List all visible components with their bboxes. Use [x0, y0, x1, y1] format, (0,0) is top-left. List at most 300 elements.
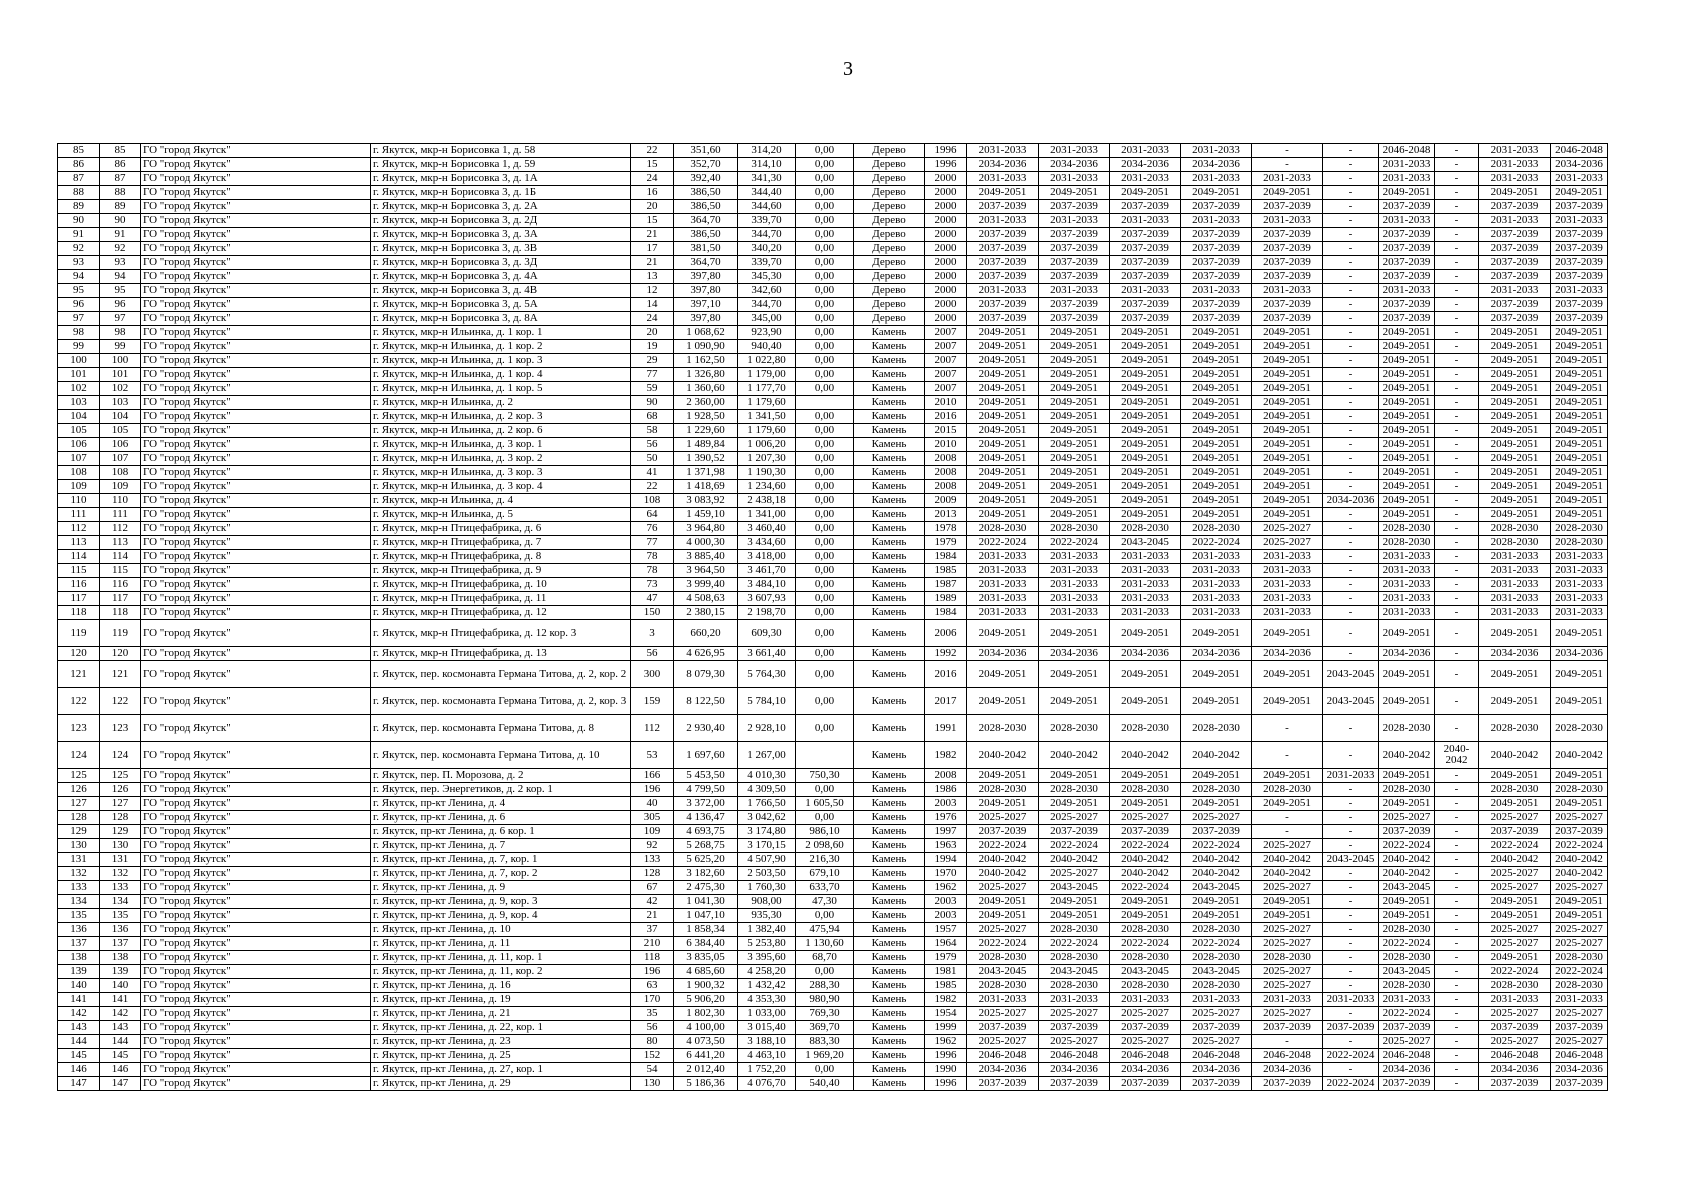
cell-period-3: 2031-2033 [1110, 144, 1181, 158]
cell-period-5: - [1252, 1035, 1323, 1049]
cell-reg-num: 138 [100, 951, 141, 965]
cell-nonres-area: 68,70 [796, 951, 854, 965]
cell-period-9: 2049-2051 [1479, 895, 1551, 909]
cell-address: г. Якутск, мкр-н Борисовка 3, д. 2Д [371, 214, 631, 228]
cell-period-8: - [1435, 256, 1479, 270]
cell-total-area: 4 508,63 [674, 592, 738, 606]
cell-period-6: - [1323, 228, 1379, 242]
cell-period-4: 2022-2024 [1181, 536, 1252, 550]
cell-period-10: 2034-2036 [1551, 1063, 1608, 1077]
cell-row-num: 108 [58, 466, 100, 480]
table-row [58, 466, 1608, 480]
cell-wall-material: Камень [854, 937, 925, 951]
cell-period-5: 2049-2051 [1252, 410, 1323, 424]
cell-address: г. Якутск, мкр-н Птицефабрика, д. 6 [371, 522, 631, 536]
cell-period-3: 2049-2051 [1110, 466, 1181, 480]
cell-period-7: 2037-2039 [1379, 1021, 1435, 1035]
cell-period-7: 2028-2030 [1379, 783, 1435, 797]
cell-period-5: 2049-2051 [1252, 508, 1323, 522]
cell-nonres-area: 0,00 [796, 480, 854, 494]
cell-period-8: - [1435, 1021, 1479, 1035]
cell-period-10: 2049-2051 [1551, 480, 1608, 494]
cell-address: г. Якутск, мкр-н Ильинка, д. 2 [371, 396, 631, 410]
cell-period-3: 2037-2039 [1110, 312, 1181, 326]
cell-period-7: 2037-2039 [1379, 298, 1435, 312]
table-row [58, 354, 1608, 368]
cell-year: 1996 [925, 158, 967, 172]
cell-period-6: - [1323, 550, 1379, 564]
cell-period-3: 2049-2051 [1110, 797, 1181, 811]
cell-address: г. Якутск, мкр-н Ильинка, д. 2 кор. 3 [371, 410, 631, 424]
cell-period-10: 2037-2039 [1551, 270, 1608, 284]
cell-living-area: 1 190,30 [738, 466, 796, 480]
cell-year: 1992 [925, 647, 967, 661]
cell-row-num: 126 [58, 783, 100, 797]
cell-period-4: 2028-2030 [1181, 923, 1252, 937]
cell-row-num: 106 [58, 438, 100, 452]
cell-period-9: 2040-2042 [1479, 853, 1551, 867]
cell-address: г. Якутск, мкр-н Борисовка 1, д. 58 [371, 144, 631, 158]
cell-row-num: 99 [58, 340, 100, 354]
cell-period-4: 2031-2033 [1181, 564, 1252, 578]
cell-period-1: 2031-2033 [967, 214, 1039, 228]
cell-reg-num: 116 [100, 578, 141, 592]
cell-reg-num: 105 [100, 424, 141, 438]
cell-residents: 14 [631, 298, 674, 312]
cell-period-9: 2049-2051 [1479, 951, 1551, 965]
cell-residents: 21 [631, 228, 674, 242]
cell-address: г. Якутск, пер. космонавта Германа Титова, д. 10 [371, 742, 631, 769]
cell-total-area: 397,80 [674, 312, 738, 326]
cell-municipality: ГО "город Якутск" [141, 354, 371, 368]
cell-address: г. Якутск, пр-кт Ленина, д. 10 [371, 923, 631, 937]
cell-period-6: - [1323, 606, 1379, 620]
cell-period-10: 2031-2033 [1551, 214, 1608, 228]
cell-year: 1957 [925, 923, 967, 937]
cell-year: 2016 [925, 661, 967, 688]
cell-period-8: - [1435, 228, 1479, 242]
cell-wall-material: Камень [854, 797, 925, 811]
cell-row-num: 144 [58, 1035, 100, 1049]
cell-period-6: - [1323, 909, 1379, 923]
cell-period-6: - [1323, 410, 1379, 424]
cell-living-area: 344,70 [738, 298, 796, 312]
cell-address: г. Якутск, мкр-н Ильинка, д. 3 кор. 1 [371, 438, 631, 452]
table-row [58, 144, 1608, 158]
cell-period-9: 2025-2027 [1479, 811, 1551, 825]
cell-period-10: 2022-2024 [1551, 965, 1608, 979]
table-row [58, 508, 1608, 522]
cell-period-3: 2043-2045 [1110, 536, 1181, 550]
cell-period-5: 2025-2027 [1252, 522, 1323, 536]
cell-living-area: 3 395,60 [738, 951, 796, 965]
cell-period-7: 2049-2051 [1379, 452, 1435, 466]
cell-municipality: ГО "город Якутск" [141, 1035, 371, 1049]
cell-residents: 15 [631, 214, 674, 228]
cell-municipality: ГО "город Якутск" [141, 438, 371, 452]
cell-wall-material: Камень [854, 965, 925, 979]
cell-living-area: 2 198,70 [738, 606, 796, 620]
cell-period-4: 2025-2027 [1181, 1035, 1252, 1049]
cell-nonres-area: 0,00 [796, 564, 854, 578]
cell-reg-num: 120 [100, 647, 141, 661]
cell-period-4: 2040-2042 [1181, 853, 1252, 867]
cell-reg-num: 127 [100, 797, 141, 811]
cell-living-area: 314,20 [738, 144, 796, 158]
cell-period-8: - [1435, 715, 1479, 742]
cell-reg-num: 134 [100, 895, 141, 909]
cell-period-9: 2049-2051 [1479, 424, 1551, 438]
cell-period-9: 2049-2051 [1479, 797, 1551, 811]
cell-period-7: 2031-2033 [1379, 993, 1435, 1007]
cell-period-3: 2037-2039 [1110, 242, 1181, 256]
cell-period-1: 2031-2033 [967, 172, 1039, 186]
cell-period-2: 2031-2033 [1039, 606, 1110, 620]
cell-total-area: 4 136,47 [674, 811, 738, 825]
cell-address: г. Якутск, пр-кт Ленина, д. 11 [371, 937, 631, 951]
cell-year: 2016 [925, 410, 967, 424]
cell-year: 1962 [925, 881, 967, 895]
cell-reg-num: 130 [100, 839, 141, 853]
cell-municipality: ГО "город Якутск" [141, 825, 371, 839]
cell-wall-material: Камень [854, 550, 925, 564]
cell-period-6: - [1323, 354, 1379, 368]
cell-period-2: 2049-2051 [1039, 186, 1110, 200]
cell-period-1: 2049-2051 [967, 452, 1039, 466]
cell-residents: 59 [631, 382, 674, 396]
cell-year: 2007 [925, 354, 967, 368]
cell-period-3: 2034-2036 [1110, 158, 1181, 172]
cell-total-area: 392,40 [674, 172, 738, 186]
cell-wall-material: Камень [854, 688, 925, 715]
cell-period-10: 2031-2033 [1551, 592, 1608, 606]
cell-wall-material: Камень [854, 839, 925, 853]
cell-residents: 166 [631, 769, 674, 783]
cell-reg-num: 103 [100, 396, 141, 410]
cell-period-7: 2046-2048 [1379, 1049, 1435, 1063]
cell-period-6: - [1323, 895, 1379, 909]
cell-period-7: 2037-2039 [1379, 228, 1435, 242]
cell-period-1: 2031-2033 [967, 993, 1039, 1007]
cell-period-3: 2049-2051 [1110, 382, 1181, 396]
cell-period-9: 2031-2033 [1479, 993, 1551, 1007]
cell-period-4: 2028-2030 [1181, 783, 1252, 797]
cell-period-7: 2037-2039 [1379, 200, 1435, 214]
cell-period-1: 2049-2051 [967, 508, 1039, 522]
cell-reg-num: 107 [100, 452, 141, 466]
cell-total-area: 1 900,32 [674, 979, 738, 993]
cell-period-9: 2049-2051 [1479, 508, 1551, 522]
cell-period-10: 2025-2027 [1551, 1035, 1608, 1049]
cell-period-3: 2049-2051 [1110, 480, 1181, 494]
table-row [58, 881, 1608, 895]
cell-period-4: 2049-2051 [1181, 340, 1252, 354]
cell-address: г. Якутск, мкр-н Борисовка 3, д. 2А [371, 200, 631, 214]
cell-residents: 80 [631, 1035, 674, 1049]
cell-reg-num: 140 [100, 979, 141, 993]
cell-total-area: 1 041,30 [674, 895, 738, 909]
cell-nonres-area [796, 742, 854, 769]
table-row [58, 536, 1608, 550]
cell-period-9: 2025-2027 [1479, 867, 1551, 881]
cell-municipality: ГО "город Якутск" [141, 647, 371, 661]
cell-period-3: 2031-2033 [1110, 172, 1181, 186]
cell-total-area: 4 685,60 [674, 965, 738, 979]
cell-residents: 78 [631, 564, 674, 578]
cell-reg-num: 132 [100, 867, 141, 881]
cell-address: г. Якутск, пер. космонавта Германа Титова, д. 8 [371, 715, 631, 742]
cell-period-7: 2037-2039 [1379, 825, 1435, 839]
cell-period-10: 2049-2051 [1551, 452, 1608, 466]
cell-period-1: 2031-2033 [967, 564, 1039, 578]
cell-period-6: - [1323, 270, 1379, 284]
cell-year: 2017 [925, 688, 967, 715]
cell-period-4: 2028-2030 [1181, 979, 1252, 993]
cell-reg-num: 111 [100, 508, 141, 522]
cell-period-9: 2031-2033 [1479, 592, 1551, 606]
cell-period-9: 2037-2039 [1479, 312, 1551, 326]
cell-wall-material: Камень [854, 881, 925, 895]
cell-row-num: 124 [58, 742, 100, 769]
cell-municipality: ГО "город Якутск" [141, 867, 371, 881]
table-row [58, 522, 1608, 536]
table-row [58, 783, 1608, 797]
cell-nonres-area: 0,00 [796, 578, 854, 592]
cell-period-2: 2049-2051 [1039, 688, 1110, 715]
cell-living-area: 1 179,00 [738, 368, 796, 382]
cell-period-4: 2049-2051 [1181, 382, 1252, 396]
cell-year: 1954 [925, 1007, 967, 1021]
cell-year: 2006 [925, 620, 967, 647]
cell-period-2: 2025-2027 [1039, 1035, 1110, 1049]
cell-wall-material: Камень [854, 1007, 925, 1021]
cell-period-8: - [1435, 839, 1479, 853]
cell-wall-material: Камень [854, 1077, 925, 1091]
cell-residents: 152 [631, 1049, 674, 1063]
cell-address: г. Якутск, пр-кт Ленина, д. 9 [371, 881, 631, 895]
cell-municipality: ГО "город Якутск" [141, 228, 371, 242]
cell-row-num: 139 [58, 965, 100, 979]
cell-row-num: 117 [58, 592, 100, 606]
cell-period-1: 2025-2027 [967, 923, 1039, 937]
cell-period-8: - [1435, 647, 1479, 661]
cell-nonres-area: 0,00 [796, 466, 854, 480]
cell-total-area: 1 229,60 [674, 424, 738, 438]
cell-row-num: 118 [58, 606, 100, 620]
cell-period-1: 2031-2033 [967, 550, 1039, 564]
cell-residents: 133 [631, 853, 674, 867]
table-row [58, 186, 1608, 200]
cell-period-10: 2046-2048 [1551, 144, 1608, 158]
cell-period-2: 2037-2039 [1039, 825, 1110, 839]
cell-period-8: - [1435, 620, 1479, 647]
cell-period-8: 2040-2042 [1435, 742, 1479, 769]
cell-address: г. Якутск, пр-кт Ленина, д. 16 [371, 979, 631, 993]
cell-period-6: - [1323, 811, 1379, 825]
cell-period-1: 2049-2051 [967, 396, 1039, 410]
cell-period-4: 2025-2027 [1181, 1007, 1252, 1021]
cell-period-1: 2037-2039 [967, 256, 1039, 270]
cell-period-9: 2049-2051 [1479, 326, 1551, 340]
cell-year: 1978 [925, 522, 967, 536]
cell-reg-num: 88 [100, 186, 141, 200]
cell-wall-material: Дерево [854, 186, 925, 200]
cell-period-5: 2028-2030 [1252, 951, 1323, 965]
cell-period-9: 2031-2033 [1479, 284, 1551, 298]
cell-living-area: 1 207,30 [738, 452, 796, 466]
cell-period-2: 2049-2051 [1039, 508, 1110, 522]
cell-total-area: 2 930,40 [674, 715, 738, 742]
cell-period-6: - [1323, 979, 1379, 993]
cell-year: 1984 [925, 606, 967, 620]
cell-period-5: 2049-2051 [1252, 661, 1323, 688]
cell-living-area: 345,30 [738, 270, 796, 284]
cell-period-3: 2031-2033 [1110, 993, 1181, 1007]
cell-period-7: 2031-2033 [1379, 172, 1435, 186]
cell-total-area: 1 371,98 [674, 466, 738, 480]
cell-period-8: - [1435, 284, 1479, 298]
cell-period-10: 2049-2051 [1551, 368, 1608, 382]
cell-period-6: 2043-2045 [1323, 853, 1379, 867]
cell-year: 1976 [925, 811, 967, 825]
cell-period-8: - [1435, 172, 1479, 186]
table-row [58, 172, 1608, 186]
cell-period-8: - [1435, 578, 1479, 592]
cell-period-2: 2028-2030 [1039, 522, 1110, 536]
cell-period-10: 2049-2051 [1551, 508, 1608, 522]
cell-period-4: 2049-2051 [1181, 769, 1252, 783]
cell-period-10: 2025-2027 [1551, 923, 1608, 937]
cell-total-area: 1 802,30 [674, 1007, 738, 1021]
cell-period-8: - [1435, 144, 1479, 158]
cell-reg-num: 86 [100, 158, 141, 172]
cell-period-10: 2049-2051 [1551, 620, 1608, 647]
cell-period-6: - [1323, 200, 1379, 214]
cell-residents: 40 [631, 797, 674, 811]
cell-row-num: 97 [58, 312, 100, 326]
cell-wall-material: Камень [854, 368, 925, 382]
cell-period-6: - [1323, 783, 1379, 797]
cell-period-10: 2037-2039 [1551, 200, 1608, 214]
cell-period-5: 2025-2027 [1252, 1007, 1323, 1021]
cell-period-3: 2049-2051 [1110, 326, 1181, 340]
cell-address: г. Якутск, мкр-н Борисовка 3, д. 3А [371, 228, 631, 242]
cell-period-1: 2049-2051 [967, 895, 1039, 909]
cell-period-2: 2037-2039 [1039, 312, 1110, 326]
cell-year: 2000 [925, 270, 967, 284]
cell-row-num: 136 [58, 923, 100, 937]
cell-period-2: 2031-2033 [1039, 550, 1110, 564]
cell-period-8: - [1435, 382, 1479, 396]
table-row [58, 242, 1608, 256]
cell-period-1: 2037-2039 [967, 200, 1039, 214]
cell-period-2: 2025-2027 [1039, 867, 1110, 881]
cell-nonres-area: 0,00 [796, 326, 854, 340]
cell-nonres-area: 0,00 [796, 214, 854, 228]
cell-reg-num: 89 [100, 200, 141, 214]
cell-period-3: 2022-2024 [1110, 937, 1181, 951]
cell-period-1: 2049-2051 [967, 620, 1039, 647]
cell-period-2: 2031-2033 [1039, 592, 1110, 606]
cell-living-area: 5 764,30 [738, 661, 796, 688]
cell-period-6: - [1323, 242, 1379, 256]
cell-period-2: 2037-2039 [1039, 1077, 1110, 1091]
cell-period-5: 2049-2051 [1252, 480, 1323, 494]
cell-wall-material: Камень [854, 661, 925, 688]
cell-period-2: 2049-2051 [1039, 620, 1110, 647]
cell-period-9: 2025-2027 [1479, 923, 1551, 937]
cell-total-area: 2 012,40 [674, 1063, 738, 1077]
cell-period-2: 2037-2039 [1039, 298, 1110, 312]
cell-row-num: 127 [58, 797, 100, 811]
cell-period-2: 2037-2039 [1039, 270, 1110, 284]
cell-municipality: ГО "город Якутск" [141, 1021, 371, 1035]
cell-municipality: ГО "город Якутск" [141, 1049, 371, 1063]
table-row [58, 951, 1608, 965]
cell-period-3: 2049-2051 [1110, 688, 1181, 715]
cell-total-area: 3 999,40 [674, 578, 738, 592]
cell-living-area: 1 382,40 [738, 923, 796, 937]
cell-period-6: - [1323, 256, 1379, 270]
cell-period-4: 2037-2039 [1181, 1021, 1252, 1035]
cell-nonres-area: 0,00 [796, 536, 854, 550]
cell-period-10: 2049-2051 [1551, 186, 1608, 200]
cell-period-8: - [1435, 688, 1479, 715]
cell-total-area: 1 459,10 [674, 508, 738, 522]
cell-period-4: 2037-2039 [1181, 242, 1252, 256]
cell-total-area: 2 380,15 [674, 606, 738, 620]
cell-total-area: 1 418,69 [674, 480, 738, 494]
cell-wall-material: Камень [854, 438, 925, 452]
cell-living-area: 1 267,00 [738, 742, 796, 769]
cell-period-8: - [1435, 494, 1479, 508]
cell-wall-material: Дерево [854, 228, 925, 242]
cell-period-7: 2049-2051 [1379, 895, 1435, 909]
cell-reg-num: 121 [100, 661, 141, 688]
cell-wall-material: Камень [854, 326, 925, 340]
cell-total-area: 352,70 [674, 158, 738, 172]
page-number: 3 [843, 58, 853, 80]
cell-period-8: - [1435, 965, 1479, 979]
cell-period-3: 2049-2051 [1110, 508, 1181, 522]
cell-living-area: 3 434,60 [738, 536, 796, 550]
cell-total-area: 4 100,00 [674, 1021, 738, 1035]
table-row [58, 811, 1608, 825]
cell-nonres-area: 0,00 [796, 715, 854, 742]
cell-period-7: 2031-2033 [1379, 284, 1435, 298]
cell-reg-num: 95 [100, 284, 141, 298]
cell-residents: 22 [631, 144, 674, 158]
cell-wall-material: Камень [854, 340, 925, 354]
cell-nonres-area: 0,00 [796, 661, 854, 688]
table-row [58, 993, 1608, 1007]
cell-period-6: 2043-2045 [1323, 688, 1379, 715]
cell-period-5: - [1252, 742, 1323, 769]
cell-municipality: ГО "город Якутск" [141, 550, 371, 564]
cell-period-6: - [1323, 937, 1379, 951]
cell-year: 1999 [925, 1021, 967, 1035]
cell-row-num: 114 [58, 550, 100, 564]
cell-period-2: 2028-2030 [1039, 979, 1110, 993]
cell-period-5: 2049-2051 [1252, 494, 1323, 508]
cell-period-6: - [1323, 326, 1379, 340]
cell-row-num: 121 [58, 661, 100, 688]
cell-period-10: 2025-2027 [1551, 881, 1608, 895]
cell-period-4: 2049-2051 [1181, 508, 1252, 522]
cell-period-5: - [1252, 811, 1323, 825]
table-row [58, 340, 1608, 354]
cell-nonres-area: 0,00 [796, 354, 854, 368]
